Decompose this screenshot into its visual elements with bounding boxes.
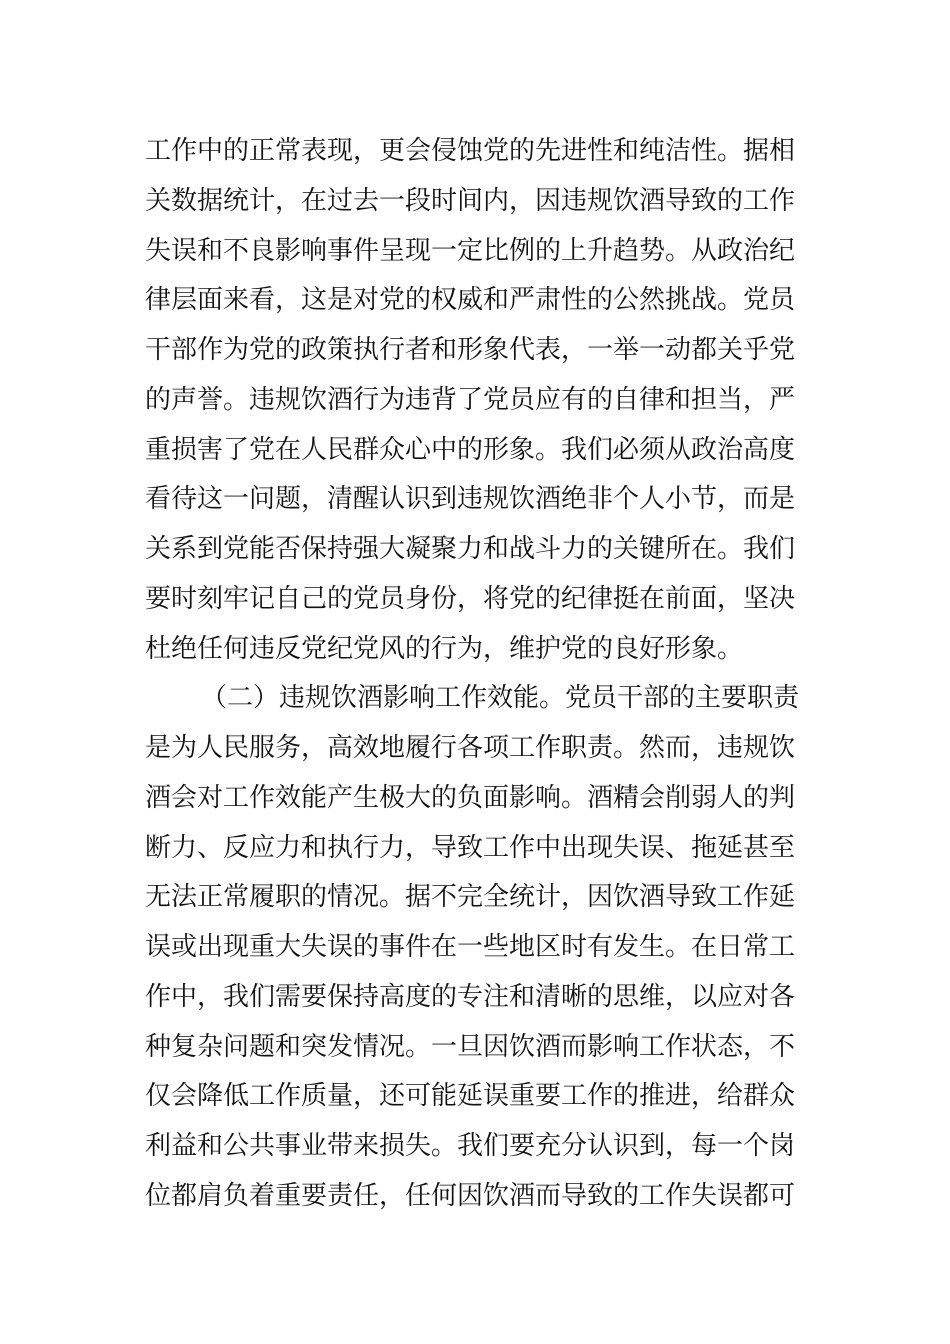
text-line: 的声誉。违规饮酒行为违背了党员应有的自律和担当，严 — [145, 384, 796, 415]
text-line: 无法正常履职的情况。据不完全统计，因饮酒导致工作延 — [145, 882, 796, 913]
text-line: 断力、反应力和执行力，导致工作中出现失误、拖延甚至 — [145, 832, 796, 863]
text-line: 要时刻牢记自己的党员身份，将党的纪律挺在前面，坚决 — [145, 583, 796, 614]
text-line: 失误和不良影响事件呈现一定比例的上升趋势。从政治纪 — [145, 235, 796, 266]
text-line: 关数据统计，在过去一段时间内，因违规饮酒导致的工作 — [145, 185, 796, 216]
text-line: 干部作为党的政策执行者和形象代表，一举一动都关乎党 — [145, 335, 796, 365]
text-line: 看待这一问题，清醒认识到违规饮酒绝非个人小节，而是 — [145, 484, 796, 515]
text-line: 利益和公共事业带来损失。我们要充分认识到，每一个岗 — [145, 1131, 796, 1161]
text-line: 杜绝任何违反党纪党风的行为，维护党的良好形象。 — [145, 633, 744, 664]
text-line: 律层面来看，这是对党的权威和严肃性的公然挑战。党员 — [145, 285, 796, 316]
text-line: 关系到党能否保持强大凝聚力和战斗力的关键所在。我们 — [145, 534, 796, 564]
body-text — [145, 127, 810, 1222]
text-line: 酒会对工作效能产生极大的负面影响。酒精会削弱人的判 — [145, 782, 796, 813]
text-line: 是为人民服务，高效地履行各项工作职责。然而，违规饮 — [145, 733, 796, 763]
text-line: 误或出现重大失误的事件在一些地区时有发生。在日常工 — [145, 932, 796, 962]
text-line: 仅会降低工作质量，还可能延误重要工作的推进，给群众 — [145, 1081, 796, 1112]
text-line: 种复杂问题和突发情况。一旦因饮酒而影响工作状态，不 — [145, 1031, 796, 1062]
text-line: 位都肩负着重要责任，任何因饮酒而导致的工作失误都可 — [145, 1180, 796, 1211]
text-line: 作中，我们需要保持高度的专注和清晰的思维，以应对各 — [145, 981, 796, 1012]
section-heading-line: （二）违规饮酒影响工作效能。党员干部的主要职责 — [201, 683, 800, 714]
text-line: 工作中的正常表现，更会侵蚀党的先进性和纯洁性。据相 — [145, 136, 796, 166]
text-line: 重损害了党在人民群众心中的形象。我们必须从政治高度 — [145, 434, 796, 465]
